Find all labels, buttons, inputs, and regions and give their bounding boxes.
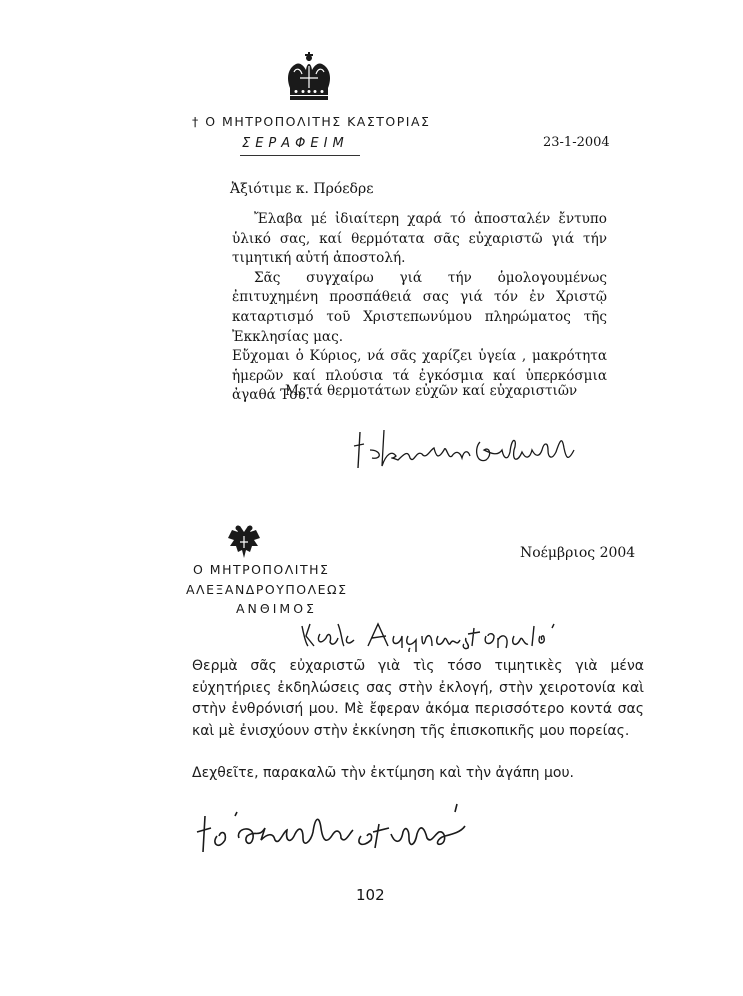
letter1-signature xyxy=(352,420,582,478)
letter1-paragraph-2: Σᾶς συγχαίρω γιά τήν ὁμολογουμένως ἐπιτυχημένη προσπάθειά σας γιά τόν ἐν Χριστῷ καταρτισμό τοῦ Χριστεπωνύμου πληρώματος τῆς Ἐκκλησίας μας. xyxy=(232,269,607,345)
double-headed-eagle-icon xyxy=(224,522,264,566)
letter1-body xyxy=(232,210,607,406)
letter2-handwritten-greeting xyxy=(298,618,588,656)
page-number: 102 xyxy=(356,886,385,904)
letter2-signature xyxy=(195,798,485,866)
letter1-sender-name: ΣΕΡΑΦΕΙΜ xyxy=(242,136,349,151)
letter1-sender-title: † Ο ΜΗΤΡΟΠΟΛΙΤΗΣ ΚΑΣΤΟΡΙΑΣ xyxy=(192,114,431,129)
crown-icon xyxy=(278,48,340,114)
letter2-sender-line-3: ΑΝΘΙΜΟΣ xyxy=(236,601,317,616)
letter1-paragraph-3: Εὔχομαι ὁ Κύριος, νά σᾶς χαρίζει ὑγεία , μακρότητα ἡμερῶν καί πλούσια τά ἐγκόσμια καί ὑπερκόσμια ἀγαθά Του. xyxy=(232,348,607,404)
letter1-greeting: Ἀξιότιμε κ. Πρόεδρε xyxy=(230,181,374,197)
letter1-paragraph-1: Ἔλαβα μέ ἰδιαίτερη χαρά τό ἀποσταλέν ἔντυπο ὑλικό σας, καί θερμότατα σᾶς εὐχαριστῶ γιά τήν τιμητική αὐτή ἀποστολή. xyxy=(232,211,607,267)
letter2-sender-line-2: ΑΛΕΞΑΝΔΡΟΥΠΟΛΕΩΣ xyxy=(186,582,348,597)
letter2-date: Νοέμβριος 2004 xyxy=(520,545,636,561)
letter2-body xyxy=(192,656,644,742)
letter2-sender-line-1: Ο ΜΗΤΡΟΠΟΛΙΤΗΣ xyxy=(193,562,330,577)
letter1-date: 23-1-2004 xyxy=(543,135,610,150)
letter2-closing: Δεχθεῖτε, παρακαλῶ τὴν ἐκτίμηση καὶ τὴν ἀγάπη μου. xyxy=(192,765,574,781)
letter2-paragraph: Θερμὰ σᾶς εὐχαριστῶ γιὰ τὶς τόσο τιμητικὲς γιὰ μένα εὐχητήριες ἐκδηλώσεις σας στὴν ἐκλογή, στὴν χειροτονία καὶ στὴν ἐνθρόνισή μου. Μὲ ἔφεραν ἀκόμα περισσότερο κοντά σας καὶ μὲ ἐνισχύουν στὴν ἐκκίνηση τῆς ἐπισκοπικῆς μου πορείας. xyxy=(192,658,644,739)
name-underline xyxy=(240,155,360,156)
letter1-closing: Μετά θερμοτάτων εὐχῶν καί εὐχαριστιῶν xyxy=(285,383,578,399)
